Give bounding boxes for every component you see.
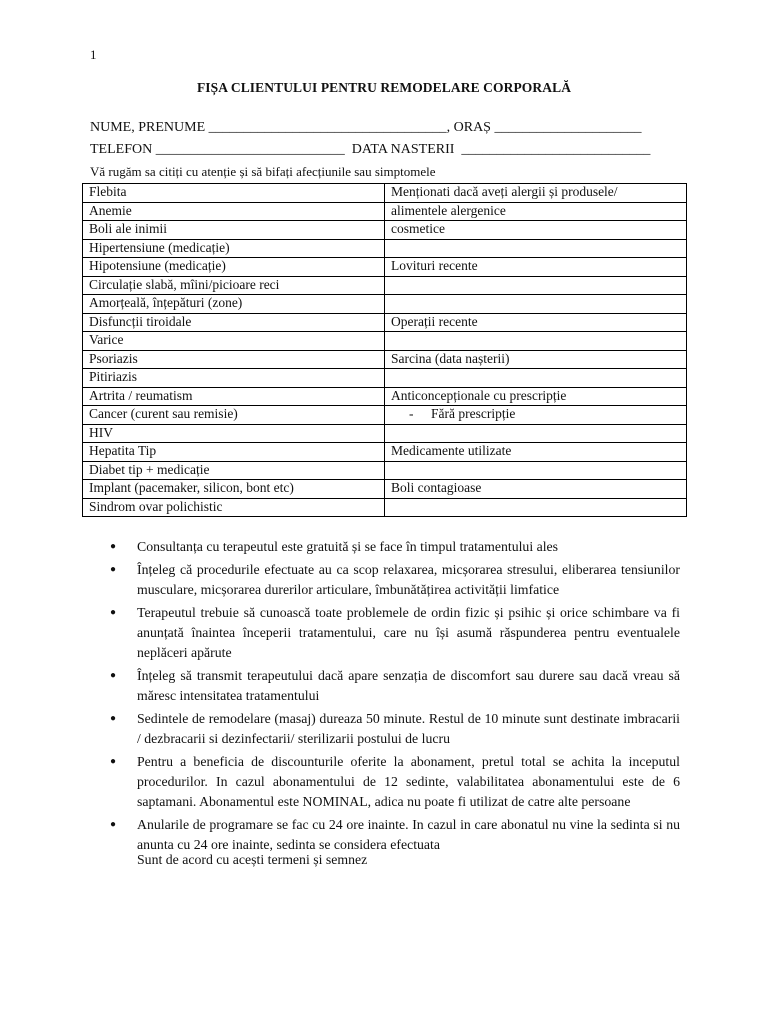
condition-cell[interactable]: Disfuncții tiroidale xyxy=(83,313,385,332)
phone-birthdate-field[interactable]: TELEFON ___________________________ DATA NASTERII ___________________________ xyxy=(90,142,651,157)
table-row xyxy=(83,258,687,277)
name-city-field[interactable]: NUME, PRENUME __________________________________, ORAȘ _____________________ xyxy=(90,120,642,135)
info-cell[interactable]: Menționati dacă aveți alergii și produsele/ xyxy=(385,184,687,203)
document-title: FIȘA CLIENTULUI PENTRU REMODELARE CORPORALĂ xyxy=(196,80,572,95)
table-row xyxy=(83,498,687,517)
table-row xyxy=(83,461,687,480)
info-cell[interactable] xyxy=(385,498,687,517)
table-row xyxy=(83,443,687,462)
condition-cell[interactable]: Anemie xyxy=(83,202,385,221)
info-cell[interactable]: Medicamente utilizate xyxy=(385,443,687,462)
condition-cell[interactable]: Hepatita Tip xyxy=(83,443,385,462)
bullet-icon: ● xyxy=(110,670,117,681)
condition-cell[interactable]: Amorțeală, înțepături (zone) xyxy=(83,295,385,314)
list-item xyxy=(106,603,680,663)
info-cell[interactable]: Lovituri recente xyxy=(385,258,687,277)
instruction-text: Vă rugăm sa citiți cu atenție și să bifați afecțiunile sau simptomele xyxy=(90,164,436,179)
table-row xyxy=(83,480,687,499)
sub-item xyxy=(391,406,515,422)
info-cell[interactable] xyxy=(385,239,687,258)
condition-cell[interactable]: Circulație slabă, mîini/picioare reci xyxy=(83,276,385,295)
condition-cell[interactable]: Hipotensiune (medicație) xyxy=(83,258,385,277)
condition-cell[interactable]: Sindrom ovar polichistic xyxy=(83,498,385,517)
table-row xyxy=(83,202,687,221)
table-row xyxy=(83,406,687,425)
list-item xyxy=(106,666,680,706)
sub-item-label: Fără prescripție xyxy=(431,406,516,421)
term-text: Terapeutul trebuie să cunoască toate problemele de ordin fizic și psihic și orice schimbare va fi anunțată înaintea începerii tratamentului, care nu își asumă răspunderea pentru eventualele neplăceri apărute xyxy=(137,605,680,660)
table-row xyxy=(83,424,687,443)
info-cell[interactable] xyxy=(385,276,687,295)
condition-cell[interactable]: Pitiriazis xyxy=(83,369,385,388)
table-row xyxy=(83,332,687,351)
term-text: Pentru a beneficia de discounturile oferite la abonament, pretul total se achita la inceputul procedurilor. In cazul abonamentului de 12 sedinte, valabilitatea abonamentului este de 6 saptamani. Abonamentul este NOMINAL, adica nu poate fi utilizat de catre alte persoane xyxy=(137,754,680,809)
term-text: Înțeleg că procedurile efectuate au ca scop relaxarea, micșorarea stresului, eliberarea tensiunilor musculare, micșorarea durerilor articulare, îmbunătățirea activității limfatice xyxy=(137,562,680,597)
info-cell[interactable]: Boli contagioase xyxy=(385,480,687,499)
dash-marker: - xyxy=(409,406,414,421)
condition-cell[interactable]: HIV xyxy=(83,424,385,443)
term-text: Consultanța cu terapeutul este gratuită și se face în timpul tratamentului ales xyxy=(137,539,559,554)
table-row xyxy=(83,276,687,295)
bullet-icon: ● xyxy=(110,607,117,618)
bullet-icon: ● xyxy=(110,713,117,724)
list-item xyxy=(106,815,680,855)
condition-cell[interactable]: Varice xyxy=(83,332,385,351)
term-text: Anularile de programare se fac cu 24 ore inainte. In cazul in care abonatul nu vine la sedinta si nu anunta cu 24 ore inainte, sedinta se considera efectuata xyxy=(137,817,680,852)
term-text: Sedintele de remodelare (masaj) dureaza 50 minute. Restul de 10 minute sunt destinate imbracarii / dezbracarii si dezinfectarii/ sterilizarii postului de lucru xyxy=(137,711,680,746)
conditions-table xyxy=(82,183,687,517)
agreement-statement: Sunt de acord cu acești termeni și semnez xyxy=(137,852,368,867)
page-number: 1 xyxy=(90,47,97,62)
condition-cell[interactable]: Diabet tip + medicație xyxy=(83,461,385,480)
bullet-icon: ● xyxy=(110,819,117,830)
list-item xyxy=(106,537,680,557)
condition-cell[interactable]: Artrita / reumatism xyxy=(83,387,385,406)
condition-cell[interactable]: Boli ale inimii xyxy=(83,221,385,240)
list-item xyxy=(106,560,680,600)
table-row xyxy=(83,313,687,332)
list-item xyxy=(106,752,680,812)
condition-cell[interactable]: Cancer (curent sau remisie) xyxy=(83,406,385,425)
info-cell[interactable] xyxy=(385,406,687,425)
bullet-icon: ● xyxy=(110,564,117,575)
table-row xyxy=(83,387,687,406)
condition-cell[interactable]: Hipertensiune (medicație) xyxy=(83,239,385,258)
table-row xyxy=(83,295,687,314)
term-text: Înțeleg să transmit terapeutului dacă apare senzația de discomfort sau durere sau dacă vreau să măresc intensitatea tratamentului xyxy=(137,668,680,703)
list-item xyxy=(106,709,680,749)
table-row xyxy=(83,239,687,258)
table-row xyxy=(83,221,687,240)
info-cell[interactable]: Sarcina (data nașterii) xyxy=(385,350,687,369)
condition-cell[interactable]: Psoriazis xyxy=(83,350,385,369)
table-row xyxy=(83,369,687,388)
table-row xyxy=(83,350,687,369)
info-cell[interactable] xyxy=(385,332,687,351)
info-cell[interactable]: cosmetice xyxy=(385,221,687,240)
info-cell[interactable]: Operații recente xyxy=(385,313,687,332)
info-cell[interactable] xyxy=(385,295,687,314)
info-cell[interactable] xyxy=(385,461,687,480)
info-cell[interactable]: Anticoncepționale cu prescripție xyxy=(385,387,687,406)
info-cell[interactable] xyxy=(385,369,687,388)
condition-cell[interactable]: Implant (pacemaker, silicon, bont etc) xyxy=(83,480,385,499)
condition-cell[interactable]: Flebita xyxy=(83,184,385,203)
table-row xyxy=(83,184,687,203)
bullet-icon: ● xyxy=(110,541,117,552)
info-cell[interactable]: alimentele alergenice xyxy=(385,202,687,221)
bullet-icon: ● xyxy=(110,756,117,767)
info-cell[interactable] xyxy=(385,424,687,443)
terms-list xyxy=(106,537,680,858)
